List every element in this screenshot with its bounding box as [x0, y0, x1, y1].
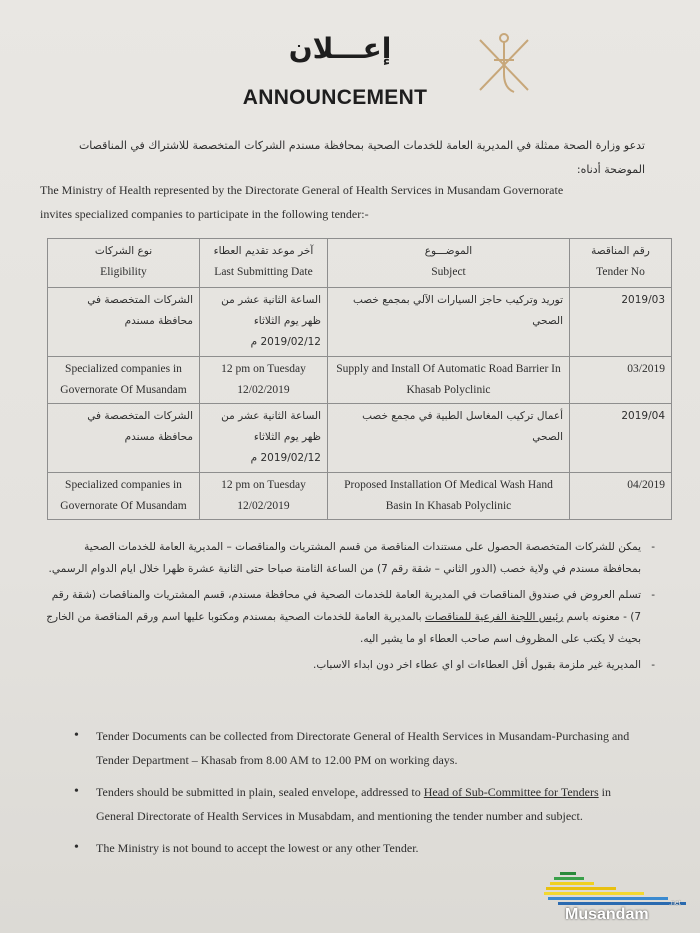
- notes-arabic: [45, 536, 655, 680]
- intro-arabic-line-2: الموضحة أدناه:: [576, 163, 645, 176]
- header-tender-no: [570, 239, 672, 288]
- note-text: Tenders should be submitted in plain, sealed envelope, addressed to: [96, 785, 424, 799]
- header-date-ar: آخر موعد تقديم العطاء: [213, 245, 314, 257]
- title-english: ANNOUNCEMENT: [242, 86, 428, 109]
- cell-eligibility: الشركات المتخصصة في محافظة مسندم: [48, 404, 200, 473]
- announcement-header: [0, 0, 700, 120]
- list-item: - يمكن للشركات المتخصصة الحصول على مستندات المناقصة من قسم المشتريات والمناقصات – المديرية العامة للخدمات الصحية بمحافظة مسندم في ولاية خصب (الدور الثاني – شقة رقم 7) من الساعة الثامنة صباحا حتى الثانية عشرة ظهرا خلال ايام الدوام الرسمي.: [45, 536, 655, 580]
- cell-date: الساعة الثانية عشر من ظهر يوم الثلاثاء 2019/02/12 م: [200, 404, 328, 473]
- cell-date: 12 pm on Tuesday 12/02/2019: [200, 357, 328, 404]
- header-subject: [328, 239, 570, 288]
- title-arabic: إعـــلان: [288, 32, 392, 65]
- header-subject-en: Subject: [431, 266, 466, 278]
- table-row: [48, 357, 672, 404]
- list-item: [70, 780, 630, 828]
- intro-arabic-line-1: تدعو وزارة الصحة ممثلة في المديرية العامة للخدمات الصحية بمحافظة مسندم الشركات المتخصصة للاشتراك في المناقصات: [78, 139, 645, 152]
- committee-name-underlined: رئيس اللجنة الفرعية للمناقصات: [424, 611, 564, 623]
- header-tender-no-en: Tender No: [596, 266, 645, 278]
- intro-english-line-1: The Ministry of Health represented by the Directorate General of Health Services in Musandam Governorate: [40, 183, 564, 197]
- cell-subject: Proposed Installation Of Medical Wash Hand Basin In Khasab Polyclinic: [328, 473, 570, 520]
- intro-english-line-2: invites specialized companies to participate in the following tender:-: [40, 207, 369, 221]
- committee-name-underlined: Head of Sub-Committee for Tenders: [423, 785, 599, 799]
- tender-table-header-row: [48, 239, 672, 288]
- note-text: تسلم العروض في صندوق المناقصات في المديرية العامة للخدمات الصحية في محافظة مسندم، قسم المشتريات والمناقصات (شقة رقم 7) - معنونه باسم: [51, 589, 641, 623]
- cell-tender-no: 03/2019: [570, 357, 672, 404]
- cell-date: 12 pm on Tuesday 12/02/2019: [200, 473, 328, 520]
- header-tender-no-ar: رقم المناقصة: [591, 245, 650, 257]
- table-row: [48, 473, 672, 520]
- intro-english: [40, 178, 660, 226]
- header-date-en: Last Submitting Date: [214, 266, 313, 278]
- cell-eligibility: Specialized companies in Governorate Of Musandam: [48, 357, 200, 404]
- red-crescent-khanjar-icon: [440, 12, 560, 112]
- cell-eligibility: Specialized companies in Governorate Of Musandam: [48, 473, 200, 520]
- header-eligibility: [48, 239, 200, 288]
- intro-arabic: [40, 134, 645, 182]
- header-last-submitting-date: [200, 239, 328, 288]
- header-eligibility-en: Eligibility: [100, 266, 147, 278]
- cell-tender-no: 04/2019: [570, 473, 672, 520]
- cell-subject: Supply and Install Of Automatic Road Barrier In Khasab Polyclinic: [328, 357, 570, 404]
- tender-table: [47, 238, 672, 520]
- list-item: - المديرية غير ملزمة بقبول أقل العطاءات او اي عطاء اخر دون ابداء الاسباب.: [45, 654, 655, 676]
- cell-eligibility: الشركات المتخصصة في محافظة مسندم: [48, 288, 200, 357]
- table-row: [48, 288, 672, 357]
- table-row: [48, 404, 672, 473]
- list-item: • Tender Documents can be collected from Directorate General of Health Services in Musandam-Purchasing and Tender Department – Khasab from 8.00 AM to 12.00 PM on working days.: [70, 724, 630, 772]
- watermark-suffix: .net: [669, 900, 681, 907]
- list-item: [45, 584, 655, 650]
- cell-tender-no: 2019/04: [570, 404, 672, 473]
- notes-english: [70, 724, 630, 868]
- cell-subject: توريد وتركيب حاجز السيارات الآلي بمجمع خصب الصحي: [328, 288, 570, 357]
- watermark-text: Musandam: [565, 906, 649, 923]
- list-item: • The Ministry is not bound to accept the lowest or any other Tender.: [70, 836, 630, 860]
- header-eligibility-ar: نوع الشركات: [94, 245, 153, 257]
- note-text: بالمديرية العامة للخدمات الصحية بمسندم ومكتوبا عليها اسم ورقم المناقصة من الخارج بحيث لا يكتب على المظروف اسم صاحب العطاء او ما يشير اليه.: [46, 611, 641, 645]
- cell-subject: أعمال تركيب المغاسل الطبية في مجمع خصب الصحي: [328, 404, 570, 473]
- cell-date: الساعة الثانية عشر من ظهر يوم الثلاثاء 2019/02/12 م: [200, 288, 328, 357]
- cell-tender-no: 2019/03: [570, 288, 672, 357]
- note-text: in General Directorate of Health Services in Musabdam, and mentioning the tender number and subject.: [96, 785, 611, 823]
- header-subject-ar: الموضـــوع: [424, 245, 473, 257]
